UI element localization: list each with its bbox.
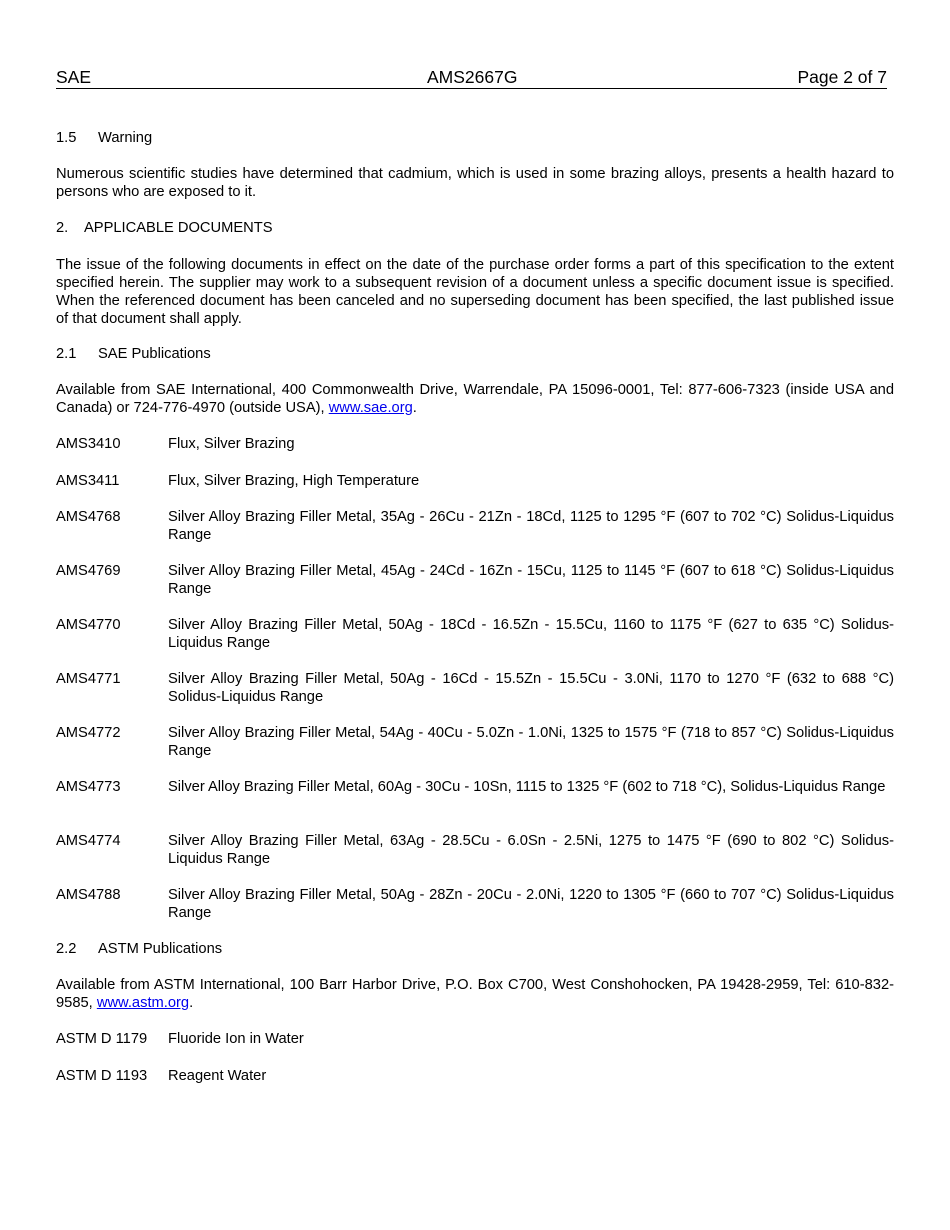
reference-code: AMS3410 — [56, 436, 121, 452]
page-header — [56, 67, 887, 89]
section-1-5-body: Numerous scientific studies have determined that cadmium, which is used in some brazing alloys, presents a health hazard to persons who are exposed to it. — [56, 166, 894, 200]
reference-title: Silver Alloy Brazing Filler Metal, 50Ag - 28Zn - 20Cu - 2.0Ni, 1220 to 1305 °F (660 to 707 °C) Solidus-Liquidus Range — [168, 887, 894, 921]
section-title: ASTM Publications — [98, 941, 223, 957]
section-title: Warning — [98, 130, 153, 146]
header-page-number: Page 2 of 7 — [797, 67, 887, 87]
reference-title: Silver Alloy Brazing Filler Metal, 35Ag - 26Cu - 21Zn - 18Cd, 1125 to 1295 °F (607 to 702 °C) Solidus-Liquidus Range — [168, 509, 894, 543]
section-number: 1.5 — [56, 130, 77, 146]
section-2-2-availability — [56, 976, 894, 1012]
reference-item — [56, 616, 894, 652]
section-2-2-heading — [56, 940, 894, 958]
section-1-5-heading — [56, 129, 894, 147]
section-number: 2.1 — [56, 346, 77, 362]
reference-code: AMS4769 — [56, 563, 121, 579]
reference-item — [56, 562, 894, 598]
header-org: SAE — [56, 67, 92, 87]
header-doc-id: AMS2667G — [427, 67, 518, 87]
sae-website-link[interactable]: www.sae.org — [328, 400, 413, 416]
reference-title: Fluoride Ion in Water — [168, 1031, 304, 1047]
reference-item — [56, 778, 894, 796]
reference-code: AMS4772 — [56, 725, 121, 741]
reference-title: Silver Alloy Brazing Filler Metal, 45Ag - 24Cd - 16Zn - 15Cu, 1125 to 1145 °F (607 to 618 °C) Solidus-Liquidus Range — [168, 563, 894, 597]
reference-code: AMS4774 — [56, 833, 121, 849]
reference-title: Flux, Silver Brazing, High Temperature — [168, 473, 420, 489]
reference-code: ASTM D 1179 — [56, 1031, 148, 1047]
availability-text: Available from ASTM International, 100 Barr Harbor Drive, P.O. Box C700, West Conshohocken, PA 19428-2959, Tel: 610-832-9585, — [56, 977, 894, 1011]
reference-item — [56, 724, 894, 760]
section-title: APPLICABLE DOCUMENTS — [84, 220, 273, 236]
reference-code: AMS4768 — [56, 509, 121, 525]
section-2-body: The issue of the following documents in effect on the date of the purchase order forms a part of this specification to the extent specified herein. The supplier may work to a subsequent revision of a document unless a specific document issue is specified. When the referenced document has been canceled and no superseding document has been specified, the last published issue of that document shall apply. — [56, 257, 894, 327]
reference-item — [56, 1030, 894, 1048]
section-title: SAE Publications — [98, 346, 211, 362]
section-2-heading — [56, 219, 894, 237]
reference-title: Silver Alloy Brazing Filler Metal, 63Ag - 28.5Cu - 6.0Sn - 2.5Ni, 1275 to 1475 °F (690 to 802 °C) Solidus-Liquidus Range — [168, 833, 894, 867]
section-2-1-availability — [56, 381, 894, 417]
availability-text: Available from SAE International, 400 Commonwealth Drive, Warrendale, PA 15096-0001, Tel: 877-606-7323 (inside USA and Canada) or 724-776-4970 (outside USA), — [56, 382, 894, 416]
section-2-1-heading — [56, 345, 894, 363]
section-number: 2. — [56, 220, 69, 236]
reference-title: Flux, Silver Brazing — [168, 436, 295, 452]
reference-title: Silver Alloy Brazing Filler Metal, 60Ag - 30Cu - 10Sn, 1115 to 1325 °F (602 to 718 °C), Solidus-Liquidus Range — [168, 779, 886, 795]
reference-item — [56, 472, 894, 490]
reference-item — [56, 832, 894, 868]
trailing-period: . — [412, 400, 417, 416]
reference-item — [56, 435, 894, 453]
reference-item — [56, 508, 894, 544]
astm-website-link[interactable]: www.astm.org — [96, 995, 190, 1011]
reference-item — [56, 886, 894, 922]
reference-title: Silver Alloy Brazing Filler Metal, 54Ag - 40Cu - 5.0Zn - 1.0Ni, 1325 to 1575 °F (718 to 857 °C) Solidus-Liquidus Range — [168, 725, 894, 759]
reference-item — [56, 670, 894, 706]
reference-code: AMS4771 — [56, 671, 121, 687]
reference-title: Silver Alloy Brazing Filler Metal, 50Ag - 18Cd - 16.5Zn - 15.5Cu, 1160 to 1175 °F (627 to 635 °C) Solidus-Liquidus Range — [168, 617, 894, 651]
reference-item — [56, 1067, 894, 1085]
section-number: 2.2 — [56, 941, 77, 957]
reference-code: AMS4788 — [56, 887, 121, 903]
trailing-period: . — [189, 995, 194, 1011]
reference-code: AMS4773 — [56, 779, 121, 795]
reference-code: AMS3411 — [56, 473, 120, 489]
reference-code: AMS4770 — [56, 617, 121, 633]
reference-title: Reagent Water — [168, 1068, 267, 1084]
reference-code: ASTM D 1193 — [56, 1068, 148, 1084]
reference-title: Silver Alloy Brazing Filler Metal, 50Ag - 16Cd - 15.5Zn - 15.5Cu - 3.0Ni, 1170 to 1270 °F (632 to 688 °C) Solidus-Liquidus Range — [168, 671, 894, 705]
